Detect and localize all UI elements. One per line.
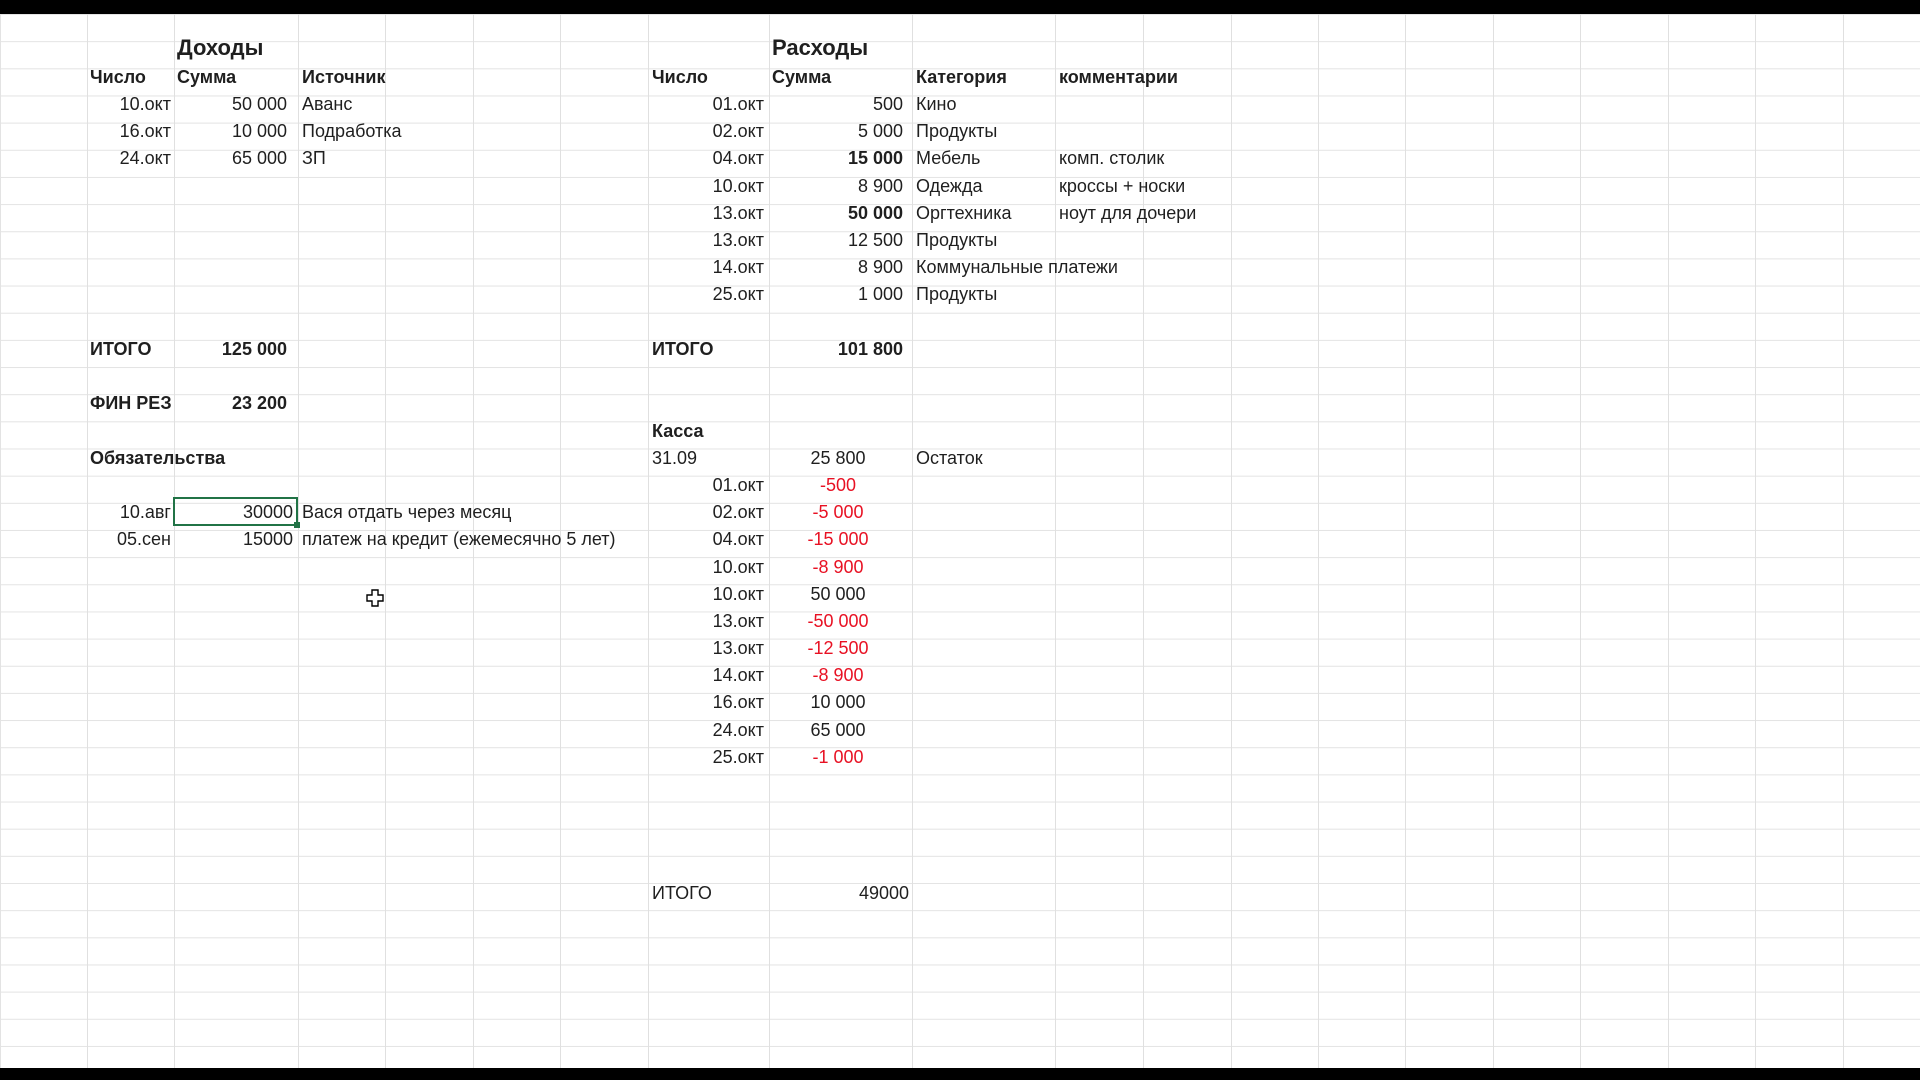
cash-row-date[interactable]: 16.окт (712, 692, 764, 712)
expense-row-comment[interactable]: кроссы + носки (1059, 176, 1186, 196)
cash-row-sum[interactable]: 50 000 (810, 584, 866, 604)
cash-total-label[interactable]: ИТОГО (652, 883, 712, 903)
column-gridline (1318, 14, 1319, 1068)
column-gridline (1493, 14, 1494, 1068)
column-gridline (1055, 14, 1056, 1068)
cash-row-date[interactable]: 02.окт (712, 502, 764, 522)
cash-row-date[interactable]: 25.окт (712, 747, 764, 767)
active-cell-selection[interactable] (173, 497, 298, 526)
cash-row-sum[interactable]: 10 000 (810, 692, 866, 712)
income-total-value[interactable]: 125 000 (221, 339, 287, 359)
expense-row-date[interactable]: 02.окт (712, 121, 764, 141)
income-row-date[interactable]: 16.окт (119, 121, 171, 141)
expense-row-sum[interactable]: 1 000 (857, 284, 903, 304)
cash-row-date[interactable]: 10.окт (712, 557, 764, 577)
cash-row-date[interactable]: 04.окт (712, 529, 764, 549)
expense-row-date[interactable]: 13.окт (712, 203, 764, 223)
column-gridline (1843, 14, 1844, 1068)
expense-row-sum[interactable]: 8 900 (857, 176, 903, 196)
obligation-sum[interactable]: 30000 (242, 502, 293, 522)
income-row-sum[interactable]: 10 000 (231, 121, 287, 141)
cash-title[interactable]: Касса (652, 421, 704, 441)
expenses-header-comments[interactable]: комментарии (1059, 67, 1178, 87)
spreadsheet-grid[interactable] (0, 14, 1920, 1068)
cash-opening-label[interactable]: Остаток (916, 448, 983, 468)
fin-result-label[interactable]: ФИН РЕЗ (90, 393, 172, 413)
cash-row-date[interactable]: 14.окт (712, 665, 764, 685)
cash-row-date[interactable]: 24.окт (712, 720, 764, 740)
expense-row-category[interactable]: Оргтехника (916, 203, 1012, 223)
cash-total-value[interactable]: 49000 (858, 883, 909, 903)
obligation-note[interactable]: Вася отдать через месяц (302, 502, 512, 522)
cash-row-sum[interactable]: -12 500 (807, 638, 869, 658)
column-gridline (1405, 14, 1406, 1068)
cash-opening-sum[interactable]: 25 800 (810, 448, 866, 468)
fin-result-value[interactable]: 23 200 (231, 393, 287, 413)
expense-row-date[interactable]: 04.окт (712, 148, 764, 168)
cell-select-cursor-icon (366, 589, 384, 607)
expenses-title[interactable]: Расходы (772, 35, 869, 60)
expense-row-category[interactable]: Продукты (916, 121, 998, 141)
column-gridline (1580, 14, 1581, 1068)
column-gridline (298, 14, 299, 1068)
obligations-label[interactable]: Обязательства (90, 448, 226, 468)
cash-opening-date[interactable]: 31.09 (652, 448, 698, 468)
cash-row-date[interactable]: 13.окт (712, 611, 764, 631)
expenses-header-category[interactable]: Категория (916, 67, 1007, 87)
expense-row-comment[interactable]: комп. столик (1059, 148, 1165, 168)
obligation-sum[interactable]: 15000 (242, 529, 293, 549)
cash-row-sum[interactable]: 65 000 (810, 720, 866, 740)
expense-row-date[interactable]: 14.окт (712, 257, 764, 277)
income-row-sum[interactable]: 50 000 (231, 94, 287, 114)
expenses-total-label[interactable]: ИТОГО (652, 339, 714, 359)
income-header-date[interactable]: Число (90, 67, 146, 87)
cash-row-sum[interactable]: -5 000 (812, 502, 864, 522)
cash-row-date[interactable]: 13.окт (712, 638, 764, 658)
column-gridline (1231, 14, 1232, 1068)
income-row-source[interactable]: Подработка (302, 121, 402, 141)
cash-row-sum[interactable]: -1 000 (812, 747, 864, 767)
expenses-header-date[interactable]: Число (652, 67, 708, 87)
income-total-label[interactable]: ИТОГО (90, 339, 152, 359)
expense-row-sum[interactable]: 500 (872, 94, 903, 114)
expense-row-category[interactable]: Продукты (916, 284, 998, 304)
expense-row-category[interactable]: Коммунальные платежи (916, 257, 1118, 277)
cash-row-sum[interactable]: -50 000 (807, 611, 869, 631)
expense-row-category[interactable]: Одежда (916, 176, 983, 196)
cash-row-sum[interactable]: -15 000 (807, 529, 869, 549)
expense-row-sum[interactable]: 8 900 (857, 257, 903, 277)
obligation-note[interactable]: платеж на кредит (ежемесячно 5 лет) (302, 529, 616, 549)
column-gridline (1755, 14, 1756, 1068)
income-row-source[interactable]: ЗП (302, 148, 326, 168)
column-gridline (1668, 14, 1669, 1068)
income-title[interactable]: Доходы (177, 35, 264, 60)
expense-row-sum[interactable]: 12 500 (847, 230, 903, 250)
expense-row-comment[interactable]: ноут для дочери (1059, 203, 1197, 223)
cash-row-sum[interactable]: -8 900 (812, 557, 864, 577)
obligation-date[interactable]: 10.авг (119, 502, 171, 522)
income-row-date[interactable]: 24.окт (119, 148, 171, 168)
income-header-source[interactable]: Источник (302, 67, 386, 87)
income-row-sum[interactable]: 65 000 (231, 148, 287, 168)
expense-row-category[interactable]: Мебель (916, 148, 981, 168)
obligation-date[interactable]: 05.сен (117, 529, 171, 549)
income-header-sum[interactable]: Сумма (177, 67, 237, 87)
income-row-date[interactable]: 10.окт (119, 94, 171, 114)
column-gridline (912, 14, 913, 1068)
expense-row-date[interactable]: 01.окт (712, 94, 764, 114)
expense-row-sum[interactable]: 50 000 (847, 203, 903, 223)
cash-row-sum[interactable]: -8 900 (812, 665, 864, 685)
column-gridline (174, 14, 175, 1068)
expenses-total-value[interactable]: 101 800 (837, 339, 903, 359)
expense-row-sum[interactable]: 15 000 (847, 148, 903, 168)
cash-row-date[interactable]: 01.окт (712, 475, 764, 495)
expense-row-date[interactable]: 25.окт (712, 284, 764, 304)
cash-row-date[interactable]: 10.окт (712, 584, 764, 604)
expense-row-category[interactable]: Кино (916, 94, 957, 114)
expenses-header-sum[interactable]: Сумма (772, 67, 832, 87)
expense-row-sum[interactable]: 5 000 (857, 121, 903, 141)
expense-row-date[interactable]: 13.окт (712, 230, 764, 250)
fill-handle[interactable] (294, 522, 300, 528)
income-row-source[interactable]: Аванс (302, 94, 353, 114)
expense-row-category[interactable]: Продукты (916, 230, 998, 250)
expense-row-date[interactable]: 10.окт (712, 176, 764, 196)
cash-row-sum[interactable]: -500 (819, 475, 857, 495)
